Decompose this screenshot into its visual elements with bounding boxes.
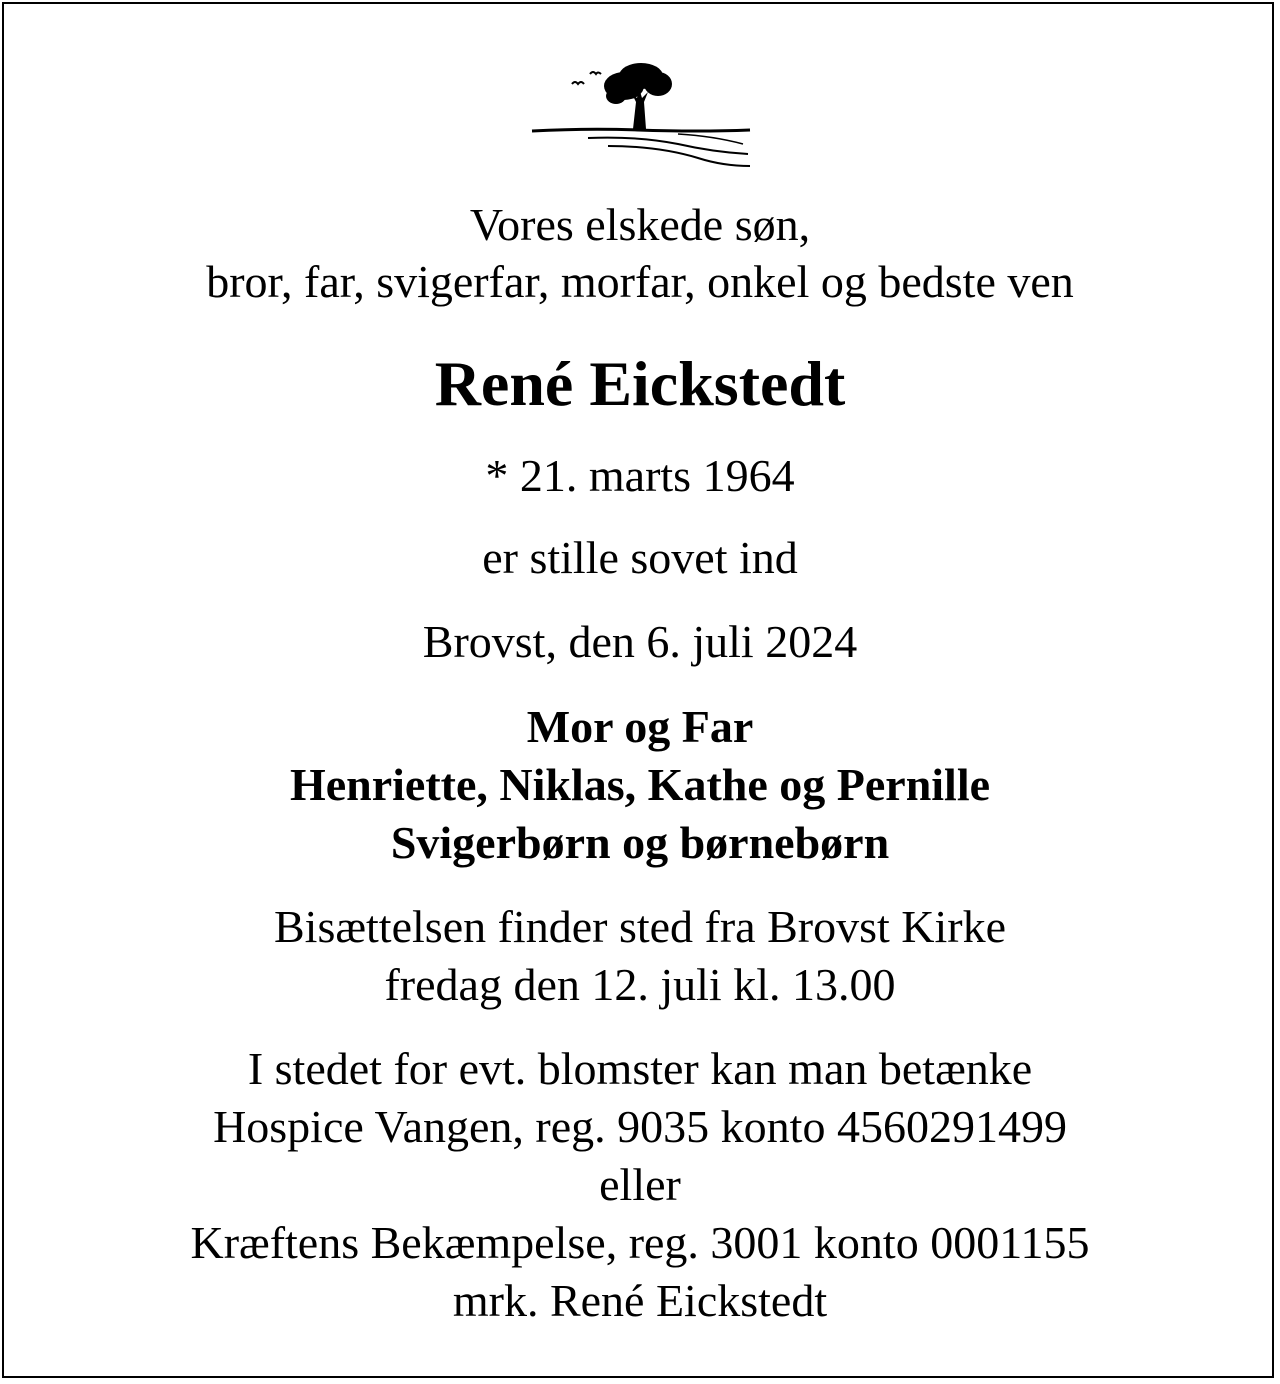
family-signatures [0, 698, 1280, 872]
death-place-date: Brovst, den 6. juli 2024 [422, 616, 858, 667]
funeral-info [0, 898, 1280, 1014]
donation-info [0, 1040, 1280, 1330]
funeral-line-2: fredag den 12. juli kl. 13.00 [384, 959, 896, 1010]
donation-line-2: Hospice Vangen, reg. 9035 konto 4560291499 [213, 1101, 1067, 1152]
family-line: Svigerbørn og børnebørn [390, 817, 890, 868]
donation-line-4: Kræftens Bekæmpelse, reg. 3001 konto 0001155 [190, 1217, 1090, 1268]
intro-line-2: bror, far, svigerfar, morfar, onkel og bedste ven [206, 256, 1074, 307]
funeral-line-1: Bisættelsen finder sted fra Brovst Kirke [273, 901, 1007, 952]
tree-landscape-icon [528, 58, 754, 170]
intro-line-1: Vores elskede søn, [469, 199, 811, 250]
family-line: Henriette, Niklas, Kathe og Pernille [289, 759, 991, 810]
deceased-name: René Eickstedt [434, 348, 846, 419]
intro-text [0, 196, 1280, 310]
donation-line-5: mrk. René Eickstedt [452, 1275, 828, 1326]
family-line: Mor og Far [526, 701, 754, 752]
donation-line-3: eller [599, 1159, 681, 1210]
donation-line-1: I stedet for evt. blomster kan man betænke [247, 1043, 1033, 1094]
death-statement: er stille sovet ind [482, 532, 798, 583]
birth-date: * 21. marts 1964 [485, 450, 795, 501]
